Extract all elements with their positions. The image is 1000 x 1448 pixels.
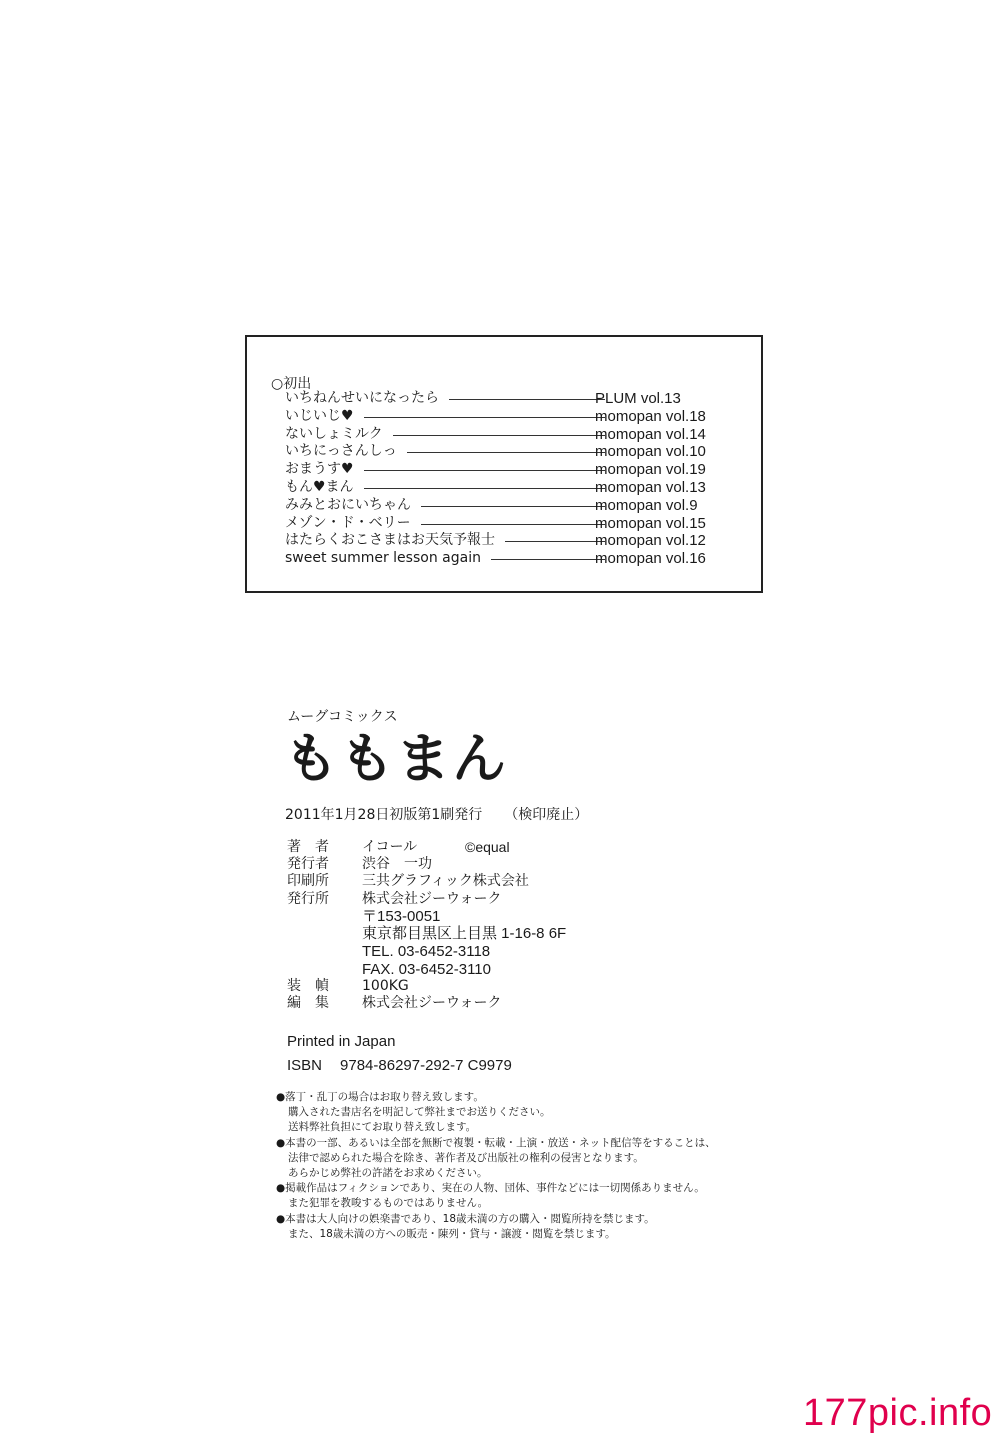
story-source: momopan vol.15 (595, 514, 706, 532)
leader-line (407, 452, 605, 453)
story-source: momopan vol.16 (595, 550, 706, 568)
credit-row (287, 891, 566, 908)
series-name: ムーグコミックス (287, 709, 398, 725)
stamp-note: （検印廃止） (504, 807, 589, 823)
credit-value: 株式会社ジーウォーク (362, 890, 502, 907)
notice-line: また、18歳未満の方への販売・陳列・貸与・譲渡・閲覧を禁じます。 (288, 1227, 616, 1240)
credit-row (287, 839, 566, 856)
leader-line (364, 470, 605, 471)
credit-value: 三共グラフィック株式会社 (362, 873, 529, 890)
notice-line: ●本書は大人向けの娯楽書であり、18歳未満の方の購入・閲覧所持を禁じます。 (276, 1212, 655, 1225)
address-line: 東京都目黒区上目黒 1-16-8 6F (362, 925, 567, 943)
credit-label: 著 者 (287, 839, 329, 855)
credit-label: 印刷所 (287, 873, 329, 890)
story-title: もん♥まん (285, 478, 354, 495)
story-source: momopan vol.19 (595, 461, 706, 479)
address-line: TEL. 03-6452-3118 (362, 942, 491, 960)
credit-value: 渋谷 一功 (362, 856, 432, 873)
credit-row (287, 995, 566, 1012)
address-line: FAX. 03-6452-3110 (362, 960, 491, 978)
credits-block (287, 839, 566, 1013)
story-source: momopan vol.14 (595, 425, 706, 443)
first-appearance-row (285, 550, 745, 568)
credit-extra: ©equal (465, 839, 510, 855)
story-title: ないしょミルク (285, 425, 383, 442)
first-appearance-row (285, 408, 745, 426)
first-appearance-heading: ○初出 (271, 376, 312, 392)
credit-value: イコール (362, 839, 418, 855)
first-appearance-row (285, 515, 745, 533)
first-appearance-row (285, 390, 745, 408)
notice-line: 送料弊社負担にてお取り替え致します。 (288, 1121, 477, 1134)
first-appearance-row (285, 426, 745, 444)
credit-value: 株式会社ジーウォーク (362, 995, 502, 1012)
notice-line: あらかじめ弊社の許諾をお求めください。 (288, 1166, 488, 1179)
first-appearance-row (285, 532, 745, 550)
address-line: 〒153-0051 (362, 907, 441, 925)
credit-row (287, 978, 566, 995)
story-source: PLUM vol.13 (595, 390, 681, 407)
notice-line: また犯罪を教唆するものではありません。 (288, 1197, 489, 1210)
leader-line (491, 559, 605, 560)
leader-line (421, 524, 605, 525)
credit-label: 装 幀 (287, 978, 329, 995)
story-title: いちねんせいになったら (285, 390, 439, 406)
notice-line: ●落丁・乱丁の場合はお取り替え致します。 (276, 1091, 484, 1103)
first-appearance-box (245, 335, 763, 593)
site-watermark: 177pic.info (803, 1392, 993, 1434)
credit-label: 発行所 (287, 890, 329, 907)
first-appearance-list (285, 390, 745, 568)
story-source: momopan vol.10 (595, 443, 706, 461)
story-source: momopan vol.12 (595, 532, 706, 550)
isbn-number: 9784-86297-292-7 C9979 (340, 1057, 512, 1074)
notice-line: ●本書の一部、あるいは全部を無断で複製・転載・上演・放送・ネット配信等をすることは、 (276, 1136, 716, 1149)
credit-label: 編 集 (287, 995, 329, 1012)
notice-line: ●掲載作品はフィクションであり、実在の人物、団体、事件などには一切関係ありません。 (276, 1182, 705, 1195)
isbn-line (287, 1057, 512, 1074)
story-source: momopan vol.13 (595, 478, 706, 496)
legal-notices (276, 1090, 836, 1242)
credit-row (287, 856, 566, 873)
story-title: sweet summer lesson again (285, 550, 481, 567)
story-source: momopan vol.18 (595, 407, 706, 425)
leader-line (449, 399, 605, 400)
story-title: はたらくおこさまはお天気予報士 (285, 532, 495, 549)
notice-line: 法律で認められた場合を除き、著作者及び出版社の権利の侵害となります。 (288, 1151, 644, 1164)
leader-line (505, 541, 605, 542)
leader-line (364, 488, 605, 489)
isbn-label: ISBN (287, 1057, 323, 1074)
leader-line (393, 435, 605, 436)
story-source: momopan vol.9 (595, 496, 698, 514)
printed-in: Printed in Japan (287, 1033, 396, 1050)
story-title: いじいじ♥ (285, 407, 354, 424)
credit-label: 発行者 (287, 856, 329, 873)
book-title: ももまん (284, 727, 508, 790)
leader-line (364, 417, 605, 418)
credit-row (287, 873, 566, 890)
first-appearance-row (285, 461, 745, 479)
first-appearance-row (285, 443, 745, 461)
story-title: メゾン・ド・ベリー (285, 514, 411, 531)
publication-date-line (285, 804, 588, 824)
leader-line (421, 506, 605, 507)
first-appearance-row (285, 497, 745, 515)
story-title: みみとおにいちゃん (285, 496, 411, 513)
publication-date: 2011年1月28日初版第1刷発行 (285, 807, 483, 823)
story-title: おまうす♥ (285, 461, 354, 478)
story-title: いちにっさんしっ (285, 443, 397, 460)
credit-value: 100KG (362, 978, 409, 995)
notice-line: 購入された書店名を明記して弊社までお送りください。 (288, 1106, 551, 1119)
first-appearance-row (285, 479, 745, 497)
